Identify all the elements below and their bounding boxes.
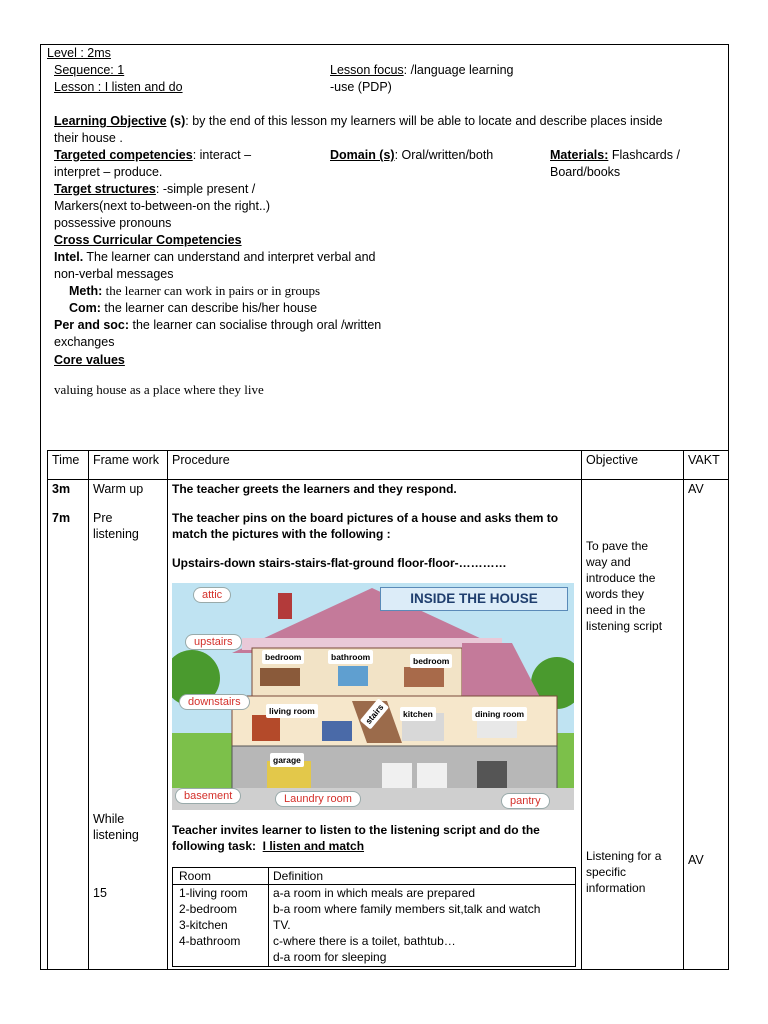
domain: Domain (s): Oral/written/both	[330, 148, 494, 162]
procedure-pins-pictures: The teacher pins on the board pictures of a house and asks them to	[172, 511, 559, 525]
core-values-heading: Core values	[54, 353, 125, 367]
materials: Materials: Flashcards /	[550, 148, 680, 162]
table-top-border	[47, 450, 728, 451]
label-upstairs: upstairs	[186, 635, 241, 649]
frame-pre: Pre	[93, 511, 113, 525]
objective-line: need in the	[586, 603, 646, 617]
label-pantry: pantry	[502, 794, 549, 808]
objective-pre-listening	[586, 538, 662, 634]
room-item: 3-kitchen	[179, 918, 228, 932]
objective-line: way and	[586, 555, 631, 569]
definition-item: TV.	[273, 918, 291, 932]
room-item: 4-bathroom	[179, 934, 241, 948]
objective-line: specific	[586, 865, 627, 879]
room-definition-table	[172, 867, 576, 967]
label-basement: basement	[176, 789, 240, 803]
frame-listening: listening	[93, 527, 139, 541]
table-header-divider	[47, 479, 728, 480]
per-soc-competency: Per and soc: the learner can socialise through oral /written	[54, 318, 382, 332]
sequence-label: Sequence: 1	[54, 63, 125, 77]
label-kitchen: kitchen	[400, 707, 436, 721]
lesson-focus-continued: -use (PDP)	[330, 80, 392, 94]
procedure-greeting: The teacher greets the learners and they respond.	[172, 482, 457, 496]
procedure-match-pictures: match the pictures with the following :	[172, 527, 391, 541]
objective-line: information	[586, 881, 646, 895]
objective-line: introduce the	[586, 571, 656, 585]
match-header-room: Room	[179, 869, 212, 883]
learning-objective-continued: their house .	[54, 131, 123, 145]
picture-title: INSIDE THE HOUSE	[380, 587, 568, 611]
lesson-focus: Lesson focus: /language learning	[330, 63, 514, 77]
col-header-procedure: Procedure	[172, 453, 230, 467]
col-header-vakt: VAKT	[688, 453, 720, 467]
label-bathroom: bathroom	[328, 650, 373, 664]
label-bedroom-2: bedroom	[410, 654, 452, 668]
definition-item: b-a room where family members sit,talk and watch	[273, 902, 541, 916]
definition-item: a-a room in which meals are prepared	[273, 886, 476, 900]
label-attic: attic	[194, 588, 230, 602]
target-structures: Target structures: -simple present /	[54, 182, 256, 196]
intel-competency: Intel. The learner can understand and interpret verbal and	[54, 250, 376, 264]
lesson-label: Lesson : I listen and do	[54, 80, 183, 94]
objective-while-listening	[586, 848, 661, 896]
level-label: Level : 2ms	[47, 46, 111, 60]
com-competency: Com: the learner can describe his/her house	[69, 301, 318, 315]
frame-while: While	[93, 812, 125, 826]
time-while-listening: 15	[93, 886, 107, 900]
table-col-divider	[581, 450, 582, 970]
label-laundry-room: Laundry room	[276, 792, 360, 806]
label-bedroom-1: bedroom	[262, 650, 304, 664]
time-warm-up: 3m	[52, 482, 71, 496]
time-pre-listening: 7m	[52, 511, 71, 525]
label-living-room: living room	[266, 704, 318, 718]
per-soc-competency-continued: exchanges	[54, 335, 115, 349]
objective-line: To pave the	[586, 539, 649, 553]
label-garage: garage	[270, 753, 304, 767]
objective-line: listening script	[586, 619, 663, 633]
match-header-definition: Definition	[273, 869, 324, 883]
table-col-divider	[88, 450, 89, 970]
vakt-while-listening: AV	[688, 853, 704, 867]
procedure-listen-script: Teacher invites learner to listen to the listening script and do the	[172, 823, 540, 837]
intel-competency-continued: non-verbal messages	[54, 267, 174, 281]
procedure-word-list: Upstairs-down stairs-stairs-flat-ground floor-floor-…………	[172, 556, 507, 570]
inside-the-house-picture	[172, 583, 574, 810]
objective-line: words they	[586, 587, 645, 601]
target-structures-line2: Markers(next to-between-on the right..)	[54, 199, 271, 213]
table-left-border	[47, 450, 48, 970]
materials-continued: Board/books	[550, 165, 621, 179]
definition-item: c-where there is a toilet, bathtub…	[273, 934, 456, 948]
frame-while-listening: listening	[93, 828, 139, 842]
target-structures-line3: possessive pronouns	[54, 216, 172, 230]
core-values-text: valuing house as a place where they live	[54, 382, 264, 397]
match-col-divider	[268, 868, 269, 966]
meth-competency: Meth: the learner can work in pairs or in groups	[69, 283, 321, 298]
label-dining-room: dining room	[472, 707, 527, 721]
label-downstairs: downstairs	[180, 695, 249, 709]
col-header-time: Time	[52, 453, 80, 467]
frame-warm-up: Warm up	[93, 482, 144, 496]
definition-item: d-a room for sleeping	[273, 950, 387, 964]
targeted-competencies-continued: interpret – produce.	[54, 165, 163, 179]
vakt-warm-up: AV	[688, 482, 704, 496]
targeted-competencies: Targeted competencies: interact –	[54, 148, 252, 162]
room-item: 1-living room	[179, 886, 248, 900]
procedure-following-task: following task: I listen and match	[172, 839, 365, 853]
table-col-divider	[683, 450, 684, 970]
label-stairs: stairs	[360, 699, 389, 730]
col-header-objective: Objective	[586, 453, 639, 467]
table-col-divider	[167, 450, 168, 970]
learning-objective: Learning Objective (s): by the end of this lesson my learners will be able to locate and describe places inside	[54, 114, 663, 128]
cross-curricular-heading: Cross Curricular Competencies	[54, 233, 242, 247]
objective-line: Listening for a	[586, 849, 662, 863]
room-item: 2-bedroom	[179, 902, 238, 916]
col-header-framework: Frame work	[93, 453, 159, 467]
